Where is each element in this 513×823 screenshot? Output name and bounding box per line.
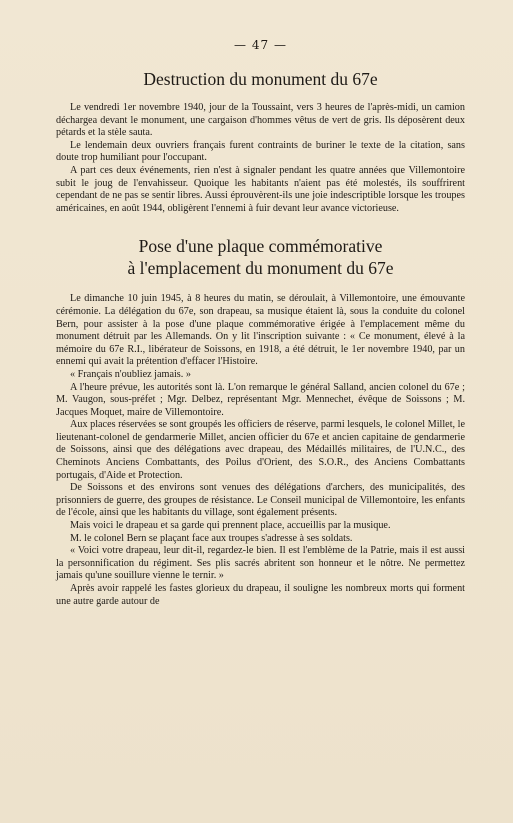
paragraph: Le lendemain deux ouvriers français furent contraints de buriner le texte de la citation, sans doute trop humiliant pour l'occupant.: [56, 139, 465, 164]
paragraph: M. le colonel Bern se plaçant face aux troupes s'adresse à ses soldats.: [70, 532, 353, 544]
section-plaque: [56, 235, 465, 608]
paragraph: A l'heure prévue, les autorités sont là. L'on remarque le général Salland, ancien colonel du 67e ; M. Vaugon, sous-préfet ; Mgr. Delbez, représentant Mgr. Mennechet, évêque de Soissons ; M. Jacques Moquet, maire de Villemontoire.: [56, 381, 465, 418]
page-number: — 47 —: [234, 38, 287, 52]
section-title-line2: à l'emplacement du monument du 67e: [127, 258, 394, 279]
paragraph: Après avoir rappelé les fastes glorieux du drapeau, il souligne les nombreux morts qui forment une autre garde autour de: [56, 583, 465, 607]
section-title-line1: Pose d'une plaque commémorative: [138, 236, 383, 257]
section-title: Destruction du monument du 67e: [143, 69, 378, 89]
paragraph: De Soissons et des environs sont venues des délégations d'archers, des municipalités, des prisonniers de guerre, des groupes de résistance. Le Conseil municipal de Villemontoire, les enfants de l'école, ainsi que les habitants du village, sont également présents.: [56, 482, 465, 519]
paragraph: A part ces deux événements, rien n'est à signaler pendant les quatre années que Villemontoire subit le joug de l'envahisseur. Quoique les habitants n'aient pas été molestés, ils souffrirent cependant de ne pas se sentir libres. Aussi éprouvèrent-ils une joie indescriptible lorsque les troupes américaines, en août 1944, obligèrent l'ennemi à fuir devant leur avance victorieuse.: [56, 164, 465, 214]
section-title: [56, 235, 465, 279]
paragraph: Le dimanche 10 juin 1945, à 8 heures du matin, se déroulait, à Villemontoire, une émouvante cérémonie. La délégation du 67e, son drapeau, sa musique étaient là, sous la conduite du colonel Bern, pour assister à la pose d'une plaque commémorative érigée à l'emplacement même du monument détruit par les Allemands. On y lit l'inscription suivante : « Ce monument, élevé à la mémoire du 67e R.I., libérateur de Soissons, en 1918, a été détruit, le 1er novembre 1940, par un ennemi qui avait la prétention d'effacer l'Histoire.: [56, 293, 465, 368]
section-destruction: [56, 68, 465, 215]
paragraph: Le vendredi 1er novembre 1940, jour de la Toussaint, vers 3 heures de l'après-midi, un camion déchargea devant le monument, une cargaison d'hommes vêtus de vert de gris. Ils déposèrent deux pétards et la stèle sauta.: [56, 102, 465, 139]
paragraph: « Français n'oubliez jamais. »: [70, 368, 191, 380]
paragraph: Mais voici le drapeau et sa garde qui prennent place, accueillis par la musique.: [70, 520, 391, 532]
paragraph: « Voici votre drapeau, leur dit-il, regardez-le bien. Il est l'emblème de la Patrie, mais il est aussi la personnification du régiment. Ses plis sacrés abritent son honneur et le nôtre. Ne permettez jamais qu'une souillure vienne le ternir. »: [56, 545, 465, 582]
paragraph: Aux places réservées se sont groupés les officiers de réserve, parmi lesquels, le colonel Millet, le lieutenant-colonel de gendarmerie Millet, ancien officier du 67e et ancien capitaine de gendarmerie de Soissons, ainsi que des délégations avec drapeau, des Médaillés militaires, de l'U.N.C., des Cheminots Anciens Combattants, des Poilus d'Orient, des S.O.R., des Anciens Combattants portugais, d'Aide et Protection.: [56, 419, 465, 481]
